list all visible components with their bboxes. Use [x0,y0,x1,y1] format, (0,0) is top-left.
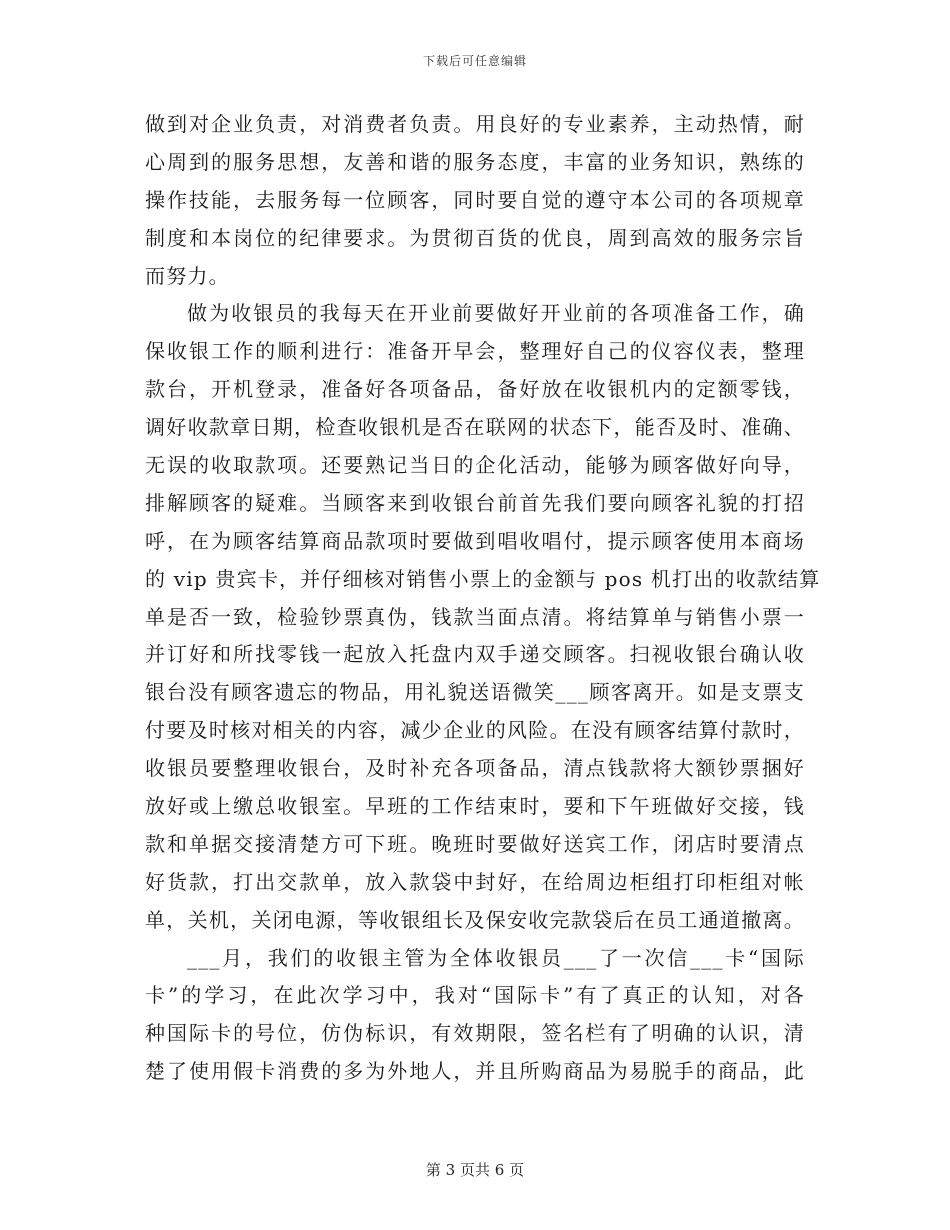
body-text-line: 并订好和所找零钱一起放入托盘内双手递交顾客。扫视收银台确认收 [145,642,805,667]
body-text-line: 款台，开机登录，准备好各项备品，备好放在收银机内的定额零钱， [145,377,805,402]
body-text-line: 做到对企业负责，对消费者负责。用良好的专业素养，主动热情，耐 [145,112,805,136]
body-text-line: 银台没有顾客遗忘的物品，用礼貌送语微笑___顾客离开。如是支票支 [145,680,805,705]
body-text-line: 单是否一致，检验钞票真伪，钱款当面点清。将结算单与销售小票一 [145,604,805,629]
page-footer: 第 3 页共 6 页 [425,1161,525,1179]
body-text-line: 付要及时核对相关的内容，减少企业的风险。在没有顾客结算付款时， [145,718,805,743]
page-header: 下载后可任意编辑 [422,54,527,68]
body-text-line: 放好或上缴总收银室。早班的工作结束时，要和下午班做好交接，钱 [145,794,805,819]
body-text-line: 单，关机，关闭电源，等收银组长及保安收完款袋后在员工通道撤离。 [145,907,805,932]
body-text-line: 操作技能，去服务每一位顾客，同时要自觉的遵守本公司的各项规章 [145,187,805,212]
body-text-line: 呼，在为顾客结算商品款项时要做到唱收唱付，提示顾客使用本商场 [145,528,805,553]
body-text-line: 保收银工作的顺利进行：准备开早会，整理好自己的仪容仪表，整理 [145,339,805,364]
body-text-line: 卡”的学习，在此次学习中，我对“国际卡”有了真正的认知，对各 [145,983,805,1008]
body-text-line: 款和单据交接清楚方可下班。晚班时要做好送宾工作，闭店时要清点 [145,831,805,856]
body-text-line: 好货款，打出交款单，放入款袋中封好，在给周边柜组打印柜组对帐 [145,869,805,894]
body-text-line: 收银员要整理收银台，及时补充各项备品，清点钱款将大额钞票捆好 [145,756,805,781]
body-text-line: 制度和本岗位的纪律要求。为贯彻百货的优良，周到高效的服务宗旨 [145,225,805,250]
document-body [145,106,821,1091]
body-text-line: ___月，我们的收银主管为全体收银员___了一次信___卡“国际 [187,945,805,970]
body-text-line: 种国际卡的号位，仿伪标识，有效期限，签名栏有了明确的认识，清 [145,1021,805,1046]
body-text-line: 排解顾客的疑难。当顾客来到收银台前首先我们要向顾客礼貌的打招 [145,490,805,515]
body-text-line: 的 vip 贵宾卡，并仔细核对销售小票上的金额与 pos 机打出的收款结算 [145,566,821,591]
body-text-line: 做为收银员的我每天在开业前要做好开业前的各项准备工作，确 [187,301,805,326]
body-text-line: 楚了使用假卡消费的多为外地人，并且所购商品为易脱手的商品，此 [145,1059,805,1084]
body-text-line: 心周到的服务思想，友善和谐的服务态度，丰富的业务知识，熟练的 [145,149,805,174]
body-text-line: 调好收款章日期，检查收银机是否在联网的状态下，能否及时、准确、 [145,415,805,440]
body-text-line: 无误的收取款项。还要熟记当日的企化活动，能够为顾客做好向导， [145,453,805,478]
body-text-line: 而努力。 [145,263,230,288]
